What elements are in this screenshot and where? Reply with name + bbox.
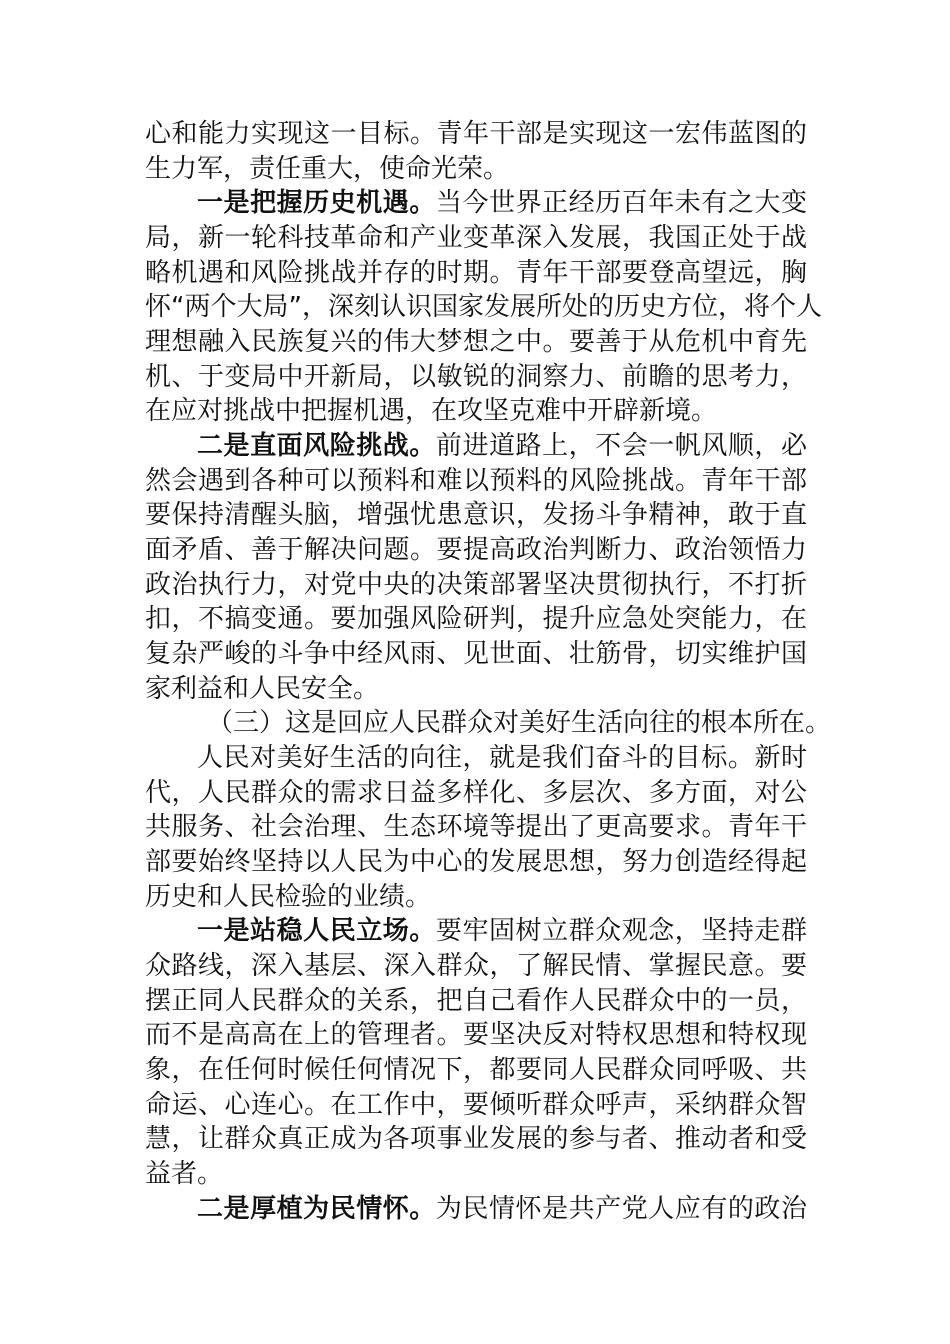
text-line — [145, 256, 807, 291]
line-text: 象，在任何时候任何情况下，都要同人民群众同呼吸、共 — [145, 1055, 807, 1086]
text-line — [145, 1053, 807, 1088]
line-text: 代，人民群众的需求日益多样化、多层次、多方面，对公 — [145, 777, 807, 808]
text-line — [145, 880, 807, 915]
line-text: 然会遇到各种可以预料和难以预料的风险挑战。青年干部 — [145, 465, 807, 496]
bold-heading: 一是把握历史机遇。 — [197, 188, 436, 219]
text-line — [145, 949, 807, 984]
text-line — [145, 1018, 807, 1053]
line-text: 部要始终坚持以人民为中心的发展思想，努力创造经得起 — [145, 847, 807, 878]
text-line — [145, 776, 807, 811]
text-line — [145, 1088, 807, 1123]
line-text: 在应对挑战中把握机遇，在攻坚克难中开辟新境。 — [145, 396, 718, 427]
line-text: 为民情怀是共产党人应有的政治 — [435, 1193, 807, 1224]
line-text: 复杂严峻的斗争中经风雨、见世面、壮筋骨，切实维护国 — [145, 639, 807, 670]
line-text: 面矛盾、善于解决问题。要提高政治判断力、政治领悟力 — [145, 535, 807, 566]
text-line — [145, 741, 807, 776]
text-line — [145, 672, 807, 707]
text-line — [145, 706, 832, 741]
text-line — [145, 1192, 807, 1227]
document-page — [145, 117, 832, 1227]
text-line — [145, 394, 807, 429]
line-text: 政治执行力，对党中央的决策部署坚决贯彻执行，不打折 — [145, 569, 807, 600]
text-line — [145, 325, 807, 360]
line-text: 要保持清醒头脑，增强忧患意识，发扬斗争精神，敢于直 — [145, 500, 807, 531]
text-line — [145, 533, 807, 568]
line-text: 慧，让群众真正成为各项事业发展的参与者、推动者和受 — [145, 1124, 807, 1155]
bold-heading: 二是厚植为民情怀。 — [197, 1193, 436, 1224]
line-text: 而不是高高在上的管理者。要坚决反对特权思想和特权现 — [145, 1020, 807, 1051]
text-line — [145, 984, 807, 1019]
line-text: 局，新一轮科技革命和产业变革深入发展，我国正处于战 — [145, 223, 807, 254]
line-text: 历史和人民检验的业绩。 — [145, 881, 432, 912]
line-text: 生力军，责任重大，使命光荣。 — [145, 153, 510, 184]
text-line — [145, 845, 807, 880]
text-line — [145, 602, 807, 637]
line-text: （三）这是回应人民群众对美好生活向往的根本所在。 — [207, 708, 832, 739]
bold-heading: 二是直面风险挑战。 — [197, 431, 436, 462]
text-line — [145, 290, 822, 325]
line-text: 摆正同人民群众的关系，把自己看作人民群众中的一员， — [145, 985, 807, 1016]
line-text: 益者。 — [145, 1159, 224, 1190]
text-line — [145, 360, 807, 395]
text-line — [145, 221, 807, 256]
line-text: 略机遇和风险挑战并存的时期。青年干部要登高望远，胸 — [145, 257, 807, 288]
line-text: 共服务、社会治理、生态环境等提出了更高要求。青年干 — [145, 812, 807, 843]
line-text: 众路线，深入基层、深入群众，了解民情、掌握民意。要 — [145, 951, 807, 982]
text-line — [145, 186, 807, 221]
line-text: 命运、心连心。在工作中，要倾听群众呼声，采纳群众智 — [145, 1089, 807, 1120]
line-text: 扣，不搞变通。要加强风险研判，提升应急处突能力，在 — [145, 604, 807, 635]
line-text: 机、于变局中开新局，以敏锐的洞察力、前瞻的思考力， — [145, 361, 807, 392]
text-line — [145, 1122, 807, 1157]
bold-heading: 一是站稳人民立场。 — [197, 916, 436, 947]
text-line — [145, 637, 807, 672]
line-text: 怀“两个大局”，深刻认识国家发展所处的历史方位，将个人 — [145, 292, 822, 323]
text-line — [145, 152, 807, 187]
line-text: 当今世界正经历百年未有之大变 — [435, 188, 807, 219]
line-text: 心和能力实现这一目标。青年干部是实现这一宏伟蓝图的 — [145, 119, 807, 149]
text-line — [145, 1157, 807, 1192]
line-text: 家利益和人民安全。 — [145, 673, 380, 704]
line-text: 人民对美好生活的向往，就是我们奋斗的目标。新时 — [197, 743, 807, 774]
text-line — [145, 429, 807, 464]
text-line — [145, 464, 807, 499]
text-line — [145, 914, 807, 949]
line-text: 理想融入民族复兴的伟大梦想之中。要善于从危机中育先 — [145, 327, 807, 358]
text-line — [145, 810, 807, 845]
text-line — [145, 117, 807, 152]
text-line — [145, 498, 807, 533]
line-text: 要牢固树立群众观念，坚持走群 — [435, 916, 807, 947]
text-line — [145, 568, 807, 603]
line-text: 前进道路上，不会一帆风顺，必 — [435, 431, 807, 462]
